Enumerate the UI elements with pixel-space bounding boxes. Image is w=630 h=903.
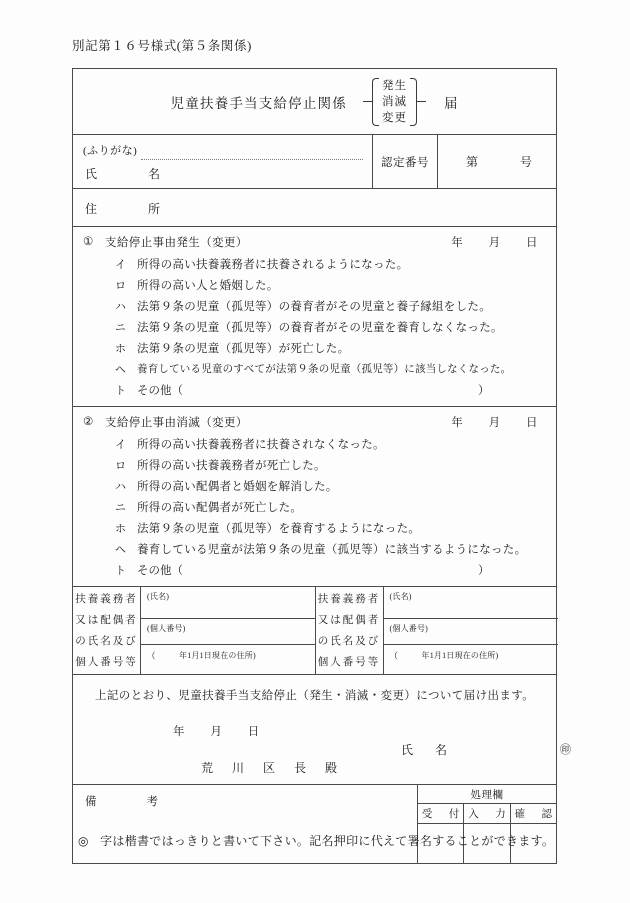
guarantor-address-label: 年1月1日現在の住所) <box>421 651 499 660</box>
section-2-other[interactable] <box>73 559 556 580</box>
section-2-number: ② <box>83 416 94 428</box>
item-mark: イ <box>115 259 126 271</box>
section-2-item[interactable] <box>73 538 556 559</box>
item-text: 法第９条の児童（孤児等）の養育者がその児童を養育しなくなった。 <box>137 322 503 334</box>
section-1-item[interactable] <box>73 358 556 379</box>
section-1-number: ① <box>83 236 94 248</box>
guarantor-mynumber-label: (個人番号) <box>389 624 429 633</box>
processing-table <box>418 785 556 863</box>
item-text: 所得の高い配偶者と婚姻を解消した。 <box>137 481 338 493</box>
name-row <box>73 135 556 189</box>
section-1-month: 月 <box>488 237 501 249</box>
section-2-item[interactable] <box>73 454 556 475</box>
declaration-name-label: 氏 名 <box>401 743 453 757</box>
guarantor-label-line: 扶養義務者 <box>75 593 138 605</box>
processing-col-header: 確 認 <box>511 804 556 824</box>
form-title: 児童扶養手当支給停止関係 <box>170 95 347 111</box>
guarantor-label-line: の氏名及び <box>75 635 138 647</box>
guarantor-label-line: 個人番号等 <box>317 656 381 668</box>
item-text: 法第９条の児童（孤児等）の養育者がその児童と養子縁組をした。 <box>137 301 491 313</box>
item-mark: ニ <box>115 502 126 514</box>
processing-col-header: 入 力 <box>464 804 509 824</box>
guarantor-label-1 <box>73 587 141 674</box>
remarks-cell[interactable] <box>73 785 418 863</box>
guarantor-name-label: (氏名) <box>147 592 170 601</box>
option-list <box>379 78 410 126</box>
guarantor-mynumber-field[interactable] <box>384 619 559 645</box>
item-mark: ニ <box>115 322 126 334</box>
section-1-item[interactable] <box>73 253 556 274</box>
form-number-label: 別記第１６号様式(第５条関係) <box>72 39 252 53</box>
item-text: 所得の高い扶養義務者に扶養されるようになった。 <box>137 259 409 271</box>
guarantor-label-line: 又は配偶者 <box>317 614 381 626</box>
item-mark: ロ <box>115 280 126 292</box>
declaration-date-field[interactable] <box>173 723 260 739</box>
item-text: 養育している児童が法第９条の児童（孤児等）に該当するようになった。 <box>137 544 527 556</box>
guarantor-label-line: 扶養義務者 <box>317 593 381 605</box>
guarantor-block-1 <box>73 587 316 674</box>
item-text: 所得の高い扶養義務者が死亡した。 <box>137 460 326 472</box>
title-row <box>73 69 556 135</box>
guarantor-address-label: 年1月1日現在の住所) <box>179 651 256 660</box>
footer-note-text: 字は楷書ではっきりと書いて下さい。記名押印に代えて署名することができます。 <box>100 834 555 848</box>
section-1 <box>73 227 556 407</box>
section-1-other[interactable] <box>73 379 556 400</box>
certificate-number-field[interactable] <box>438 135 556 188</box>
section-2-date-field[interactable] <box>451 414 538 430</box>
guarantor-name-label: (氏名) <box>389 592 412 601</box>
remarks-row <box>73 785 556 863</box>
guarantor-block-2 <box>316 587 559 674</box>
guarantor-label-line: 個人番号等 <box>75 656 138 668</box>
guarantor-address-field[interactable] <box>141 645 315 675</box>
declaration-day: 日 <box>247 726 260 738</box>
number-suffix: 号 <box>519 155 532 169</box>
item-text: 所得の高い人と婚姻した。 <box>137 280 279 292</box>
declaration-month: 月 <box>210 726 223 738</box>
name-label: 氏 名 <box>85 167 170 181</box>
item-text: 法第９条の児童（孤児等）が死亡した。 <box>137 343 350 355</box>
footer-note <box>78 832 554 849</box>
guarantor-address-paren: （ <box>389 651 399 661</box>
furigana-label: (ふりがな) <box>83 145 138 157</box>
guarantor-address-field[interactable] <box>384 645 559 675</box>
item-mark: ト <box>115 385 126 397</box>
brace-left-icon <box>372 78 379 126</box>
other-label: その他（ <box>137 565 183 577</box>
guarantor-fields-1 <box>141 587 315 674</box>
declaration-year: 年 <box>173 726 185 738</box>
item-text: 所得の高い配偶者が死亡した。 <box>137 502 303 514</box>
section-2-header <box>73 411 556 433</box>
section-1-item[interactable] <box>73 274 556 295</box>
section-2-item[interactable] <box>73 433 556 454</box>
guarantor-label-line: の氏名及び <box>317 635 381 647</box>
address-label: 住 所 <box>85 202 170 216</box>
brace-right-dash <box>417 101 426 102</box>
item-text: 養育している児童のすべてが法第９条の児童（孤児等）に該当しなくなった。 <box>137 364 512 375</box>
option-henkou[interactable]: 変更 <box>381 111 407 124</box>
item-mark: ヘ <box>115 364 126 376</box>
guarantor-row <box>73 587 556 675</box>
form-title-suffix: 届 <box>443 95 459 111</box>
section-2-month: 月 <box>488 417 501 429</box>
guarantor-name-field[interactable] <box>141 587 315 619</box>
processing-header: 処理欄 <box>418 785 556 804</box>
processing-col-header: 受 付 <box>418 804 463 824</box>
section-1-header <box>73 231 556 253</box>
item-mark: ハ <box>115 481 126 493</box>
item-text: 法第９条の児童（孤児等）を養育するようになった。 <box>137 523 421 535</box>
item-mark: ホ <box>115 523 126 535</box>
remarks-label: 備 考 <box>85 796 167 808</box>
item-mark: イ <box>115 439 126 451</box>
section-2 <box>73 407 556 587</box>
section-2-item[interactable] <box>73 475 556 496</box>
section-1-item[interactable] <box>73 316 556 337</box>
section-2-title: 支給停止事由消滅（変更） <box>105 417 248 429</box>
certificate-number-label: 認定番号 <box>373 135 438 188</box>
other-close-paren: ） <box>478 385 490 397</box>
brace-right-icon <box>410 78 417 126</box>
name-cell <box>73 135 373 188</box>
section-2-year: 年 <box>451 417 464 429</box>
furigana-input[interactable] <box>141 159 363 160</box>
declaration-text: 上記のとおり、児童扶養手当支給停止（発生・消滅・変更）について届け出ます。 <box>95 690 535 702</box>
section-1-item[interactable] <box>73 295 556 316</box>
option-hassei[interactable]: 発生 <box>381 79 407 92</box>
brace-left-dash <box>363 101 372 102</box>
section-1-year: 年 <box>451 237 464 249</box>
guarantor-address-paren: （ <box>147 651 156 661</box>
guarantor-mynumber-label: (個人番号) <box>147 624 186 633</box>
footer-note-mark: ◎ <box>78 834 89 848</box>
section-2-day: 日 <box>526 417 538 429</box>
section-2-item[interactable] <box>73 496 556 517</box>
number-prefix: 第 <box>466 155 479 169</box>
addressee-label: 荒 川 区 長 殿 <box>201 761 346 775</box>
option-brace-group <box>363 78 426 126</box>
declaration-row <box>73 675 571 785</box>
item-mark: ホ <box>115 343 126 355</box>
section-1-day: 日 <box>526 237 538 249</box>
main-form-frame <box>72 68 571 864</box>
section-2-item[interactable] <box>73 517 556 538</box>
section-1-date-field[interactable] <box>451 234 538 250</box>
guarantor-label-2 <box>316 587 384 674</box>
section-1-item[interactable] <box>73 337 556 358</box>
item-mark: ヘ <box>115 544 126 556</box>
item-text: 所得の高い扶養義務者に扶養されなくなった。 <box>137 439 385 451</box>
item-mark: ハ <box>115 301 126 313</box>
seal-icon: ㊞ <box>560 744 571 756</box>
guarantor-name-field[interactable] <box>384 587 559 619</box>
other-close-paren: ） <box>478 565 490 577</box>
section-1-title: 支給停止事由発生（変更） <box>105 237 248 249</box>
guarantor-mynumber-field[interactable] <box>141 619 315 645</box>
address-row[interactable] <box>73 189 556 227</box>
guarantor-label-line: 又は配偶者 <box>75 614 138 626</box>
option-shoumetsu[interactable]: 消滅 <box>381 95 407 108</box>
other-label: その他（ <box>137 385 183 397</box>
guarantor-fields-2 <box>384 587 559 674</box>
item-mark: ロ <box>115 460 126 472</box>
item-mark: ト <box>115 565 126 577</box>
